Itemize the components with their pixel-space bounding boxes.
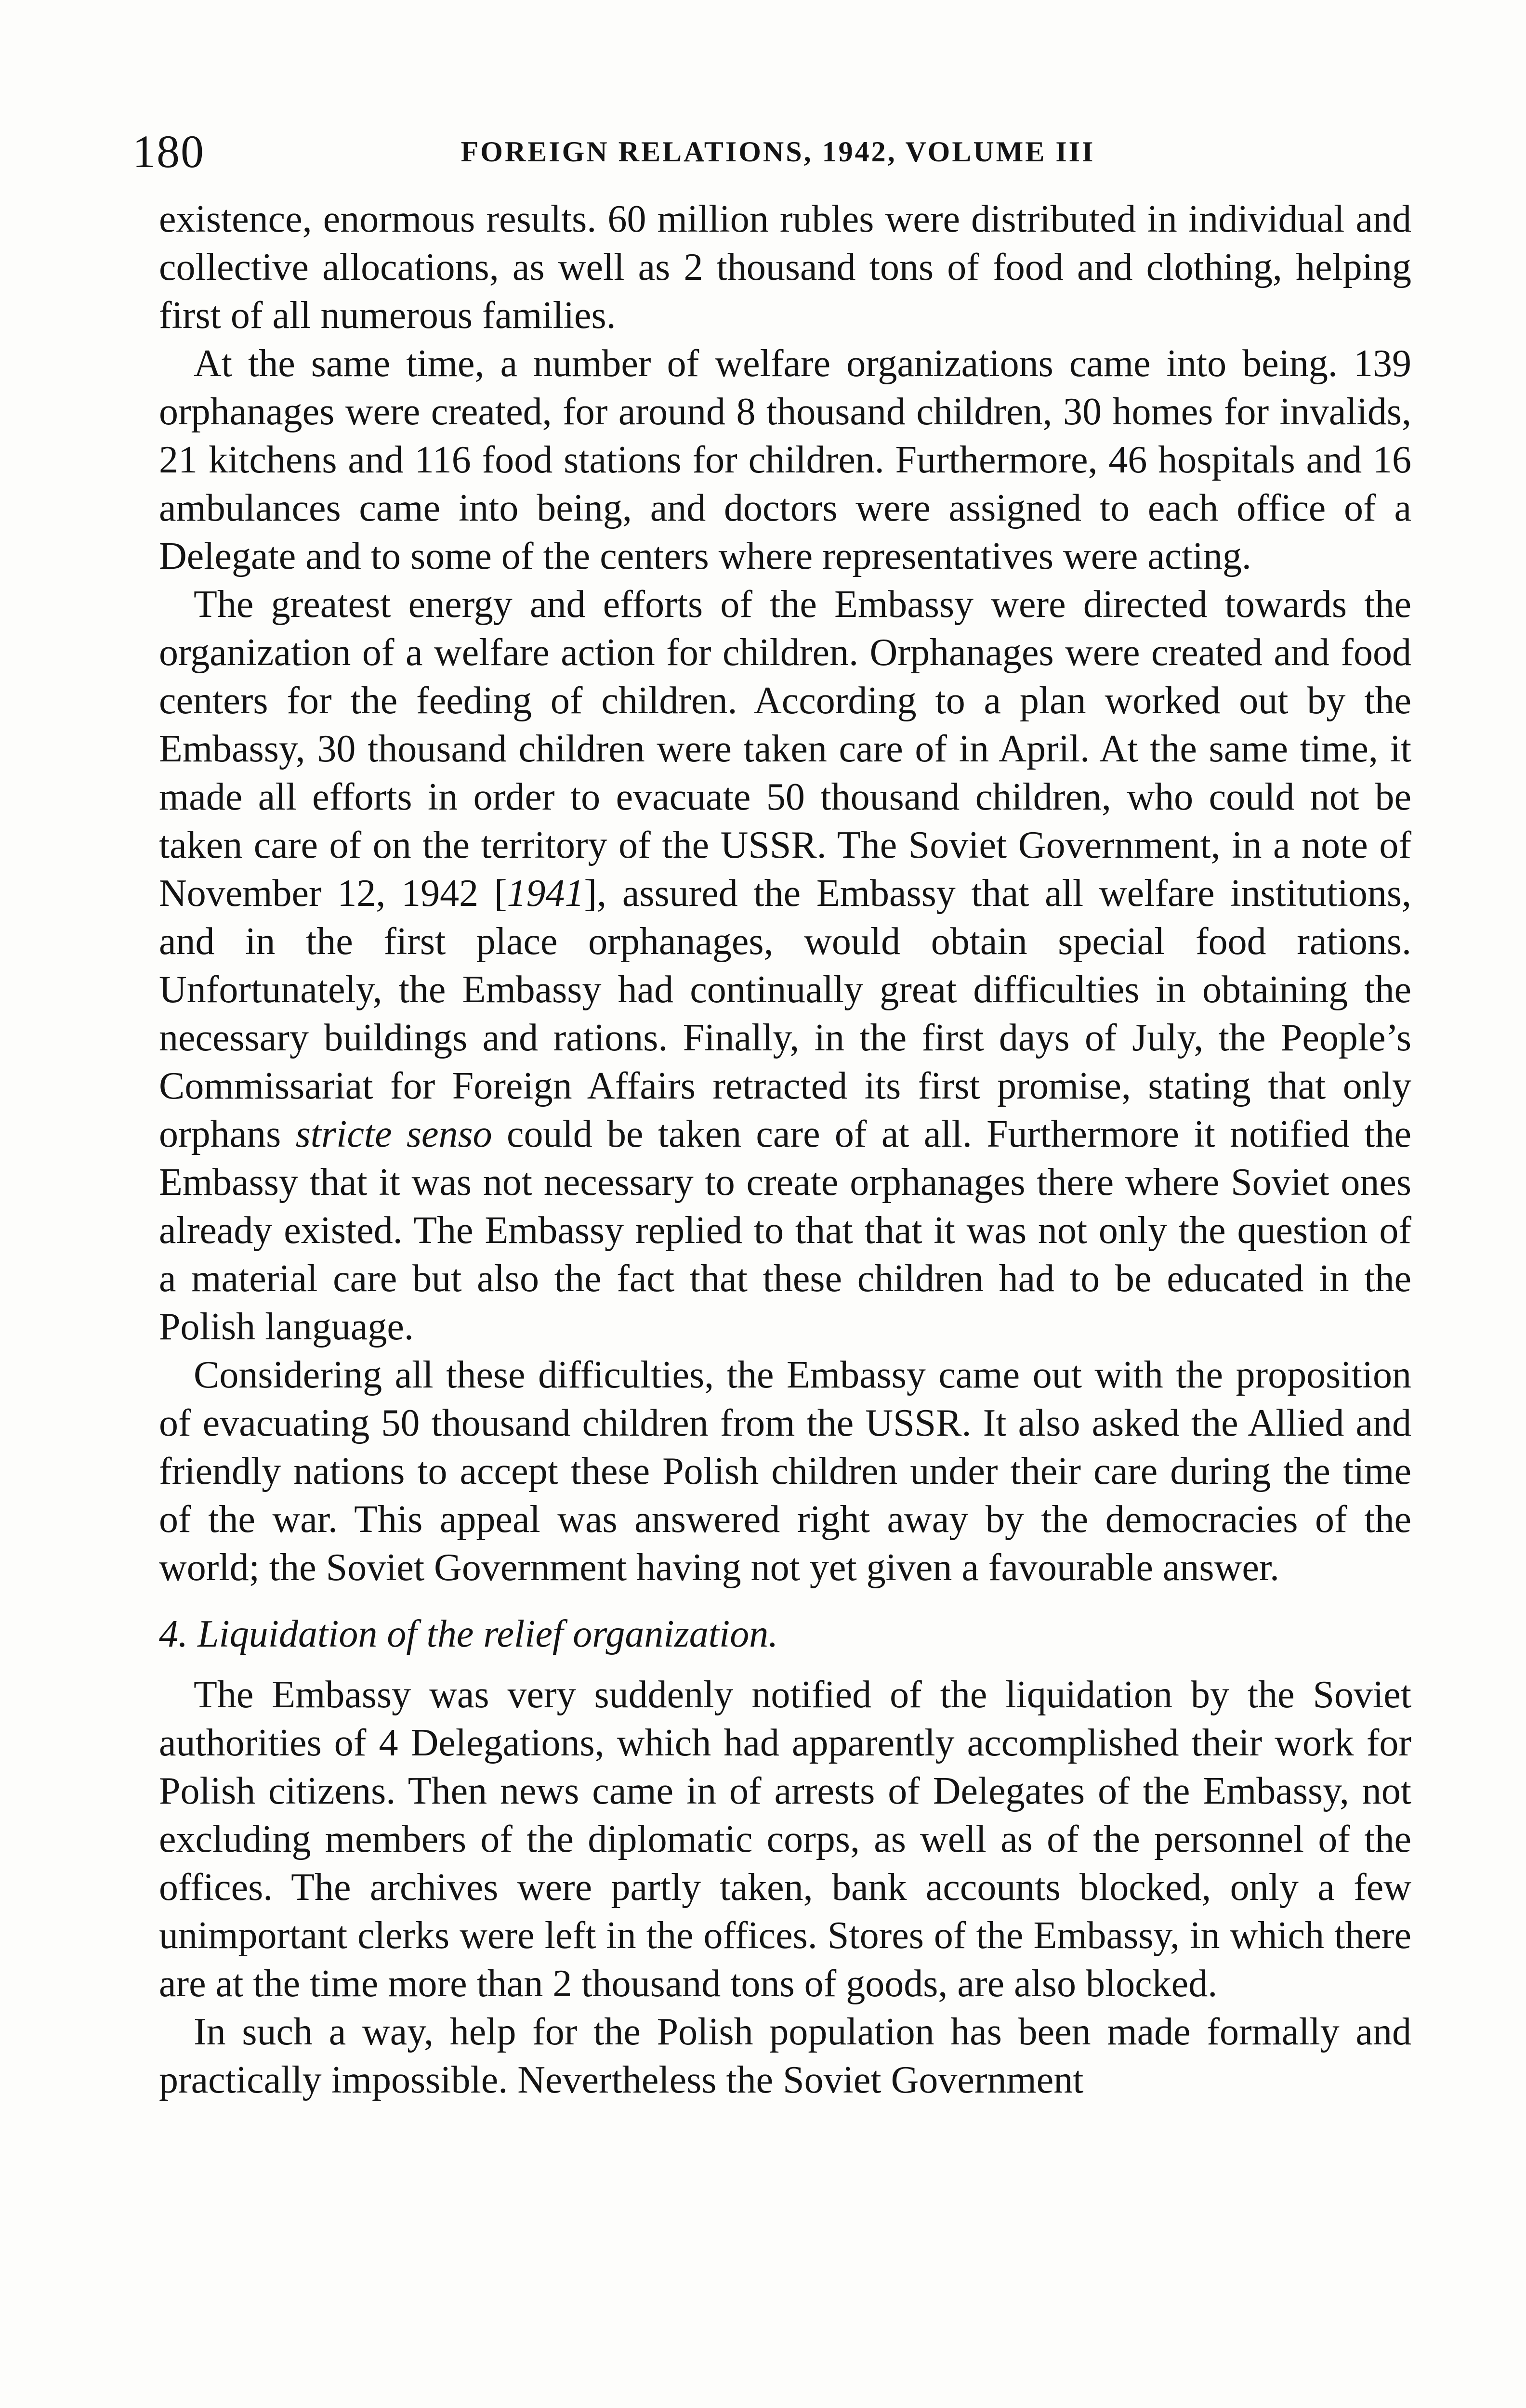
body-text <box>159 195 1411 2104</box>
paragraph-3-italic-phrase: stricte senso <box>295 1113 492 1155</box>
paragraph-1-text: existence, enormous results. 60 million rubles were distributed in individual and collective allocations, as well as 2 thousand tons of food and clothing, helping first of all numerous families. <box>159 198 1411 337</box>
section-heading: 4. Liquidation of the relief organization. <box>159 1613 778 1655</box>
paragraph-6-text: In such a way, help for the Polish population has been made formally and practically impossible. Nevertheless the Soviet Government <box>159 2011 1411 2101</box>
paragraph-6 <box>159 2008 1411 2104</box>
paragraph-3-text-a: The greatest energy and efforts of the Embassy were directed towards the organization of a welfare action for children. Orphanages were created and food centers for the feeding of children. According to a plan worked out by the Embassy, 30 thousand children were taken care of in April. At the same time, it made all efforts in order to evacuate 50 thousand children, who could not be taken care of on the territory of the USSR. The Soviet Government, in a note of November 12, 1942 [ <box>159 583 1411 915</box>
page-header <box>132 120 1423 183</box>
paragraph-5 <box>159 1671 1411 2008</box>
paragraph-3-text-b: ], assured the Embassy that all welfare institutions, and in the first place orphanages, would obtain special food rations. Unfortunately, the Embassy had continually great difficulties in obtaining the necessary buildings and rations. Finally, in the first days of July, the People’s Commissariat for Foreign Affairs retracted its first promise, stating that only orphans <box>159 872 1411 1155</box>
paragraph-3-italic-year: 1941 <box>507 872 584 915</box>
paragraph-4-text: Considering all these difficulties, the Embassy came out with the proposition of evacuating 50 thousand children from the USSR. It also asked the Allied and friendly nations to accept these Polish children under their care during the time of the war. This appeal was answered right away by the democracies of the world; the Soviet Government having not yet given a favourable answer. <box>159 1354 1411 1589</box>
paragraph-3-text-c: could be taken care of at all. Furthermore it notified the Embassy that it was not necessary to create orphanages there where Soviet ones already existed. The Embassy replied to that that it was not only the question of a material care but also the fact that these children had to be educated in the Polish language. <box>159 1113 1412 1348</box>
paragraph-3 <box>159 580 1411 1351</box>
page-number: 180 <box>132 126 205 177</box>
paragraph-2 <box>159 340 1411 580</box>
paragraph-5-text: The Embassy was very suddenly notified of the liquidation by the Soviet authorities of 4 Delegations, which had apparently accomplished their work for Polish citizens. Then news came in of arrests of Delegates of the Embassy, not excluding members of the diplomatic corps, as well as of the personnel of the offices. The archives were partly taken, bank accounts blocked, only a few unimportant clerks were left in the offices. Stores of the Embassy, in which there are at the time more than 2 thousand tons of goods, are also blocked. <box>159 1674 1411 2005</box>
paragraph-1 <box>159 195 1411 340</box>
paragraph-4 <box>159 1351 1411 1592</box>
running-title: FOREIGN RELATIONS, 1942, VOLUME III <box>460 136 1095 168</box>
paragraph-2-text: At the same time, a number of welfare organizations came into being. 139 orphanages were created, for around 8 thousand children, 30 homes for invalids, 21 kitchens and 116 food stations for children. Furthermore, 46 hospitals and 16 ambulances came into being, and doctors were assigned to each office of a Delegate and to some of the centers where representatives were acting. <box>159 342 1411 577</box>
